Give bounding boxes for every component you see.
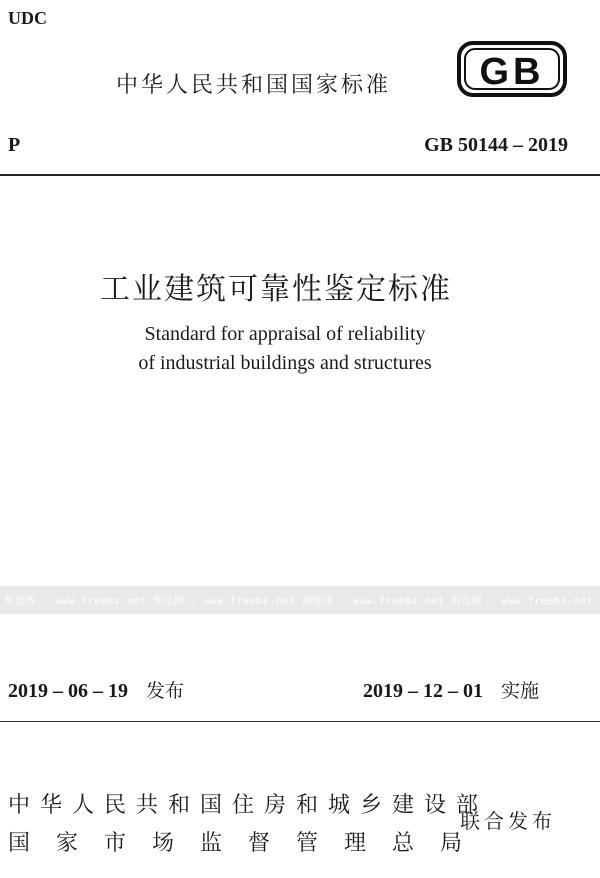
issue-date-block — [8, 676, 184, 703]
implement-date: 2019 – 12 – 01 — [363, 680, 483, 702]
english-title-line1: Standard for appraisal of reliability — [144, 323, 426, 345]
implement-date-block — [363, 676, 539, 703]
issuer-ministry: 中华人民共和国住房和城乡建设部 — [8, 793, 489, 818]
implement-label: 实施 — [501, 680, 540, 702]
footer-divider — [0, 721, 600, 722]
standard-number: GB 50144 – 2019 — [424, 134, 568, 156]
chinese-title: 工业建筑可靠性鉴定标准 — [100, 272, 452, 307]
gb-logo — [456, 40, 568, 98]
classification-code: P — [8, 134, 21, 156]
joint-issue-label: 联合发布 — [460, 809, 556, 833]
issue-date: 2019 – 06 – 19 — [8, 680, 128, 702]
udc-label: UDC — [8, 8, 47, 28]
watermark-text: 预览图 - www.freebz.net 预览图 - www.freebz.net 预览图 - www.freebz.net 预览图 - www.freebz.net — [4, 596, 593, 607]
national-standard-heading: 中华人民共和国国家标准 — [116, 73, 392, 98]
header-divider — [0, 174, 600, 176]
gb-logo-text: GB — [479, 51, 545, 93]
issue-label: 发布 — [146, 680, 185, 702]
issuer-administration: 国家市场监督管理总局 — [8, 831, 489, 856]
english-title-line2: of industrial buildings and structures — [138, 352, 432, 374]
